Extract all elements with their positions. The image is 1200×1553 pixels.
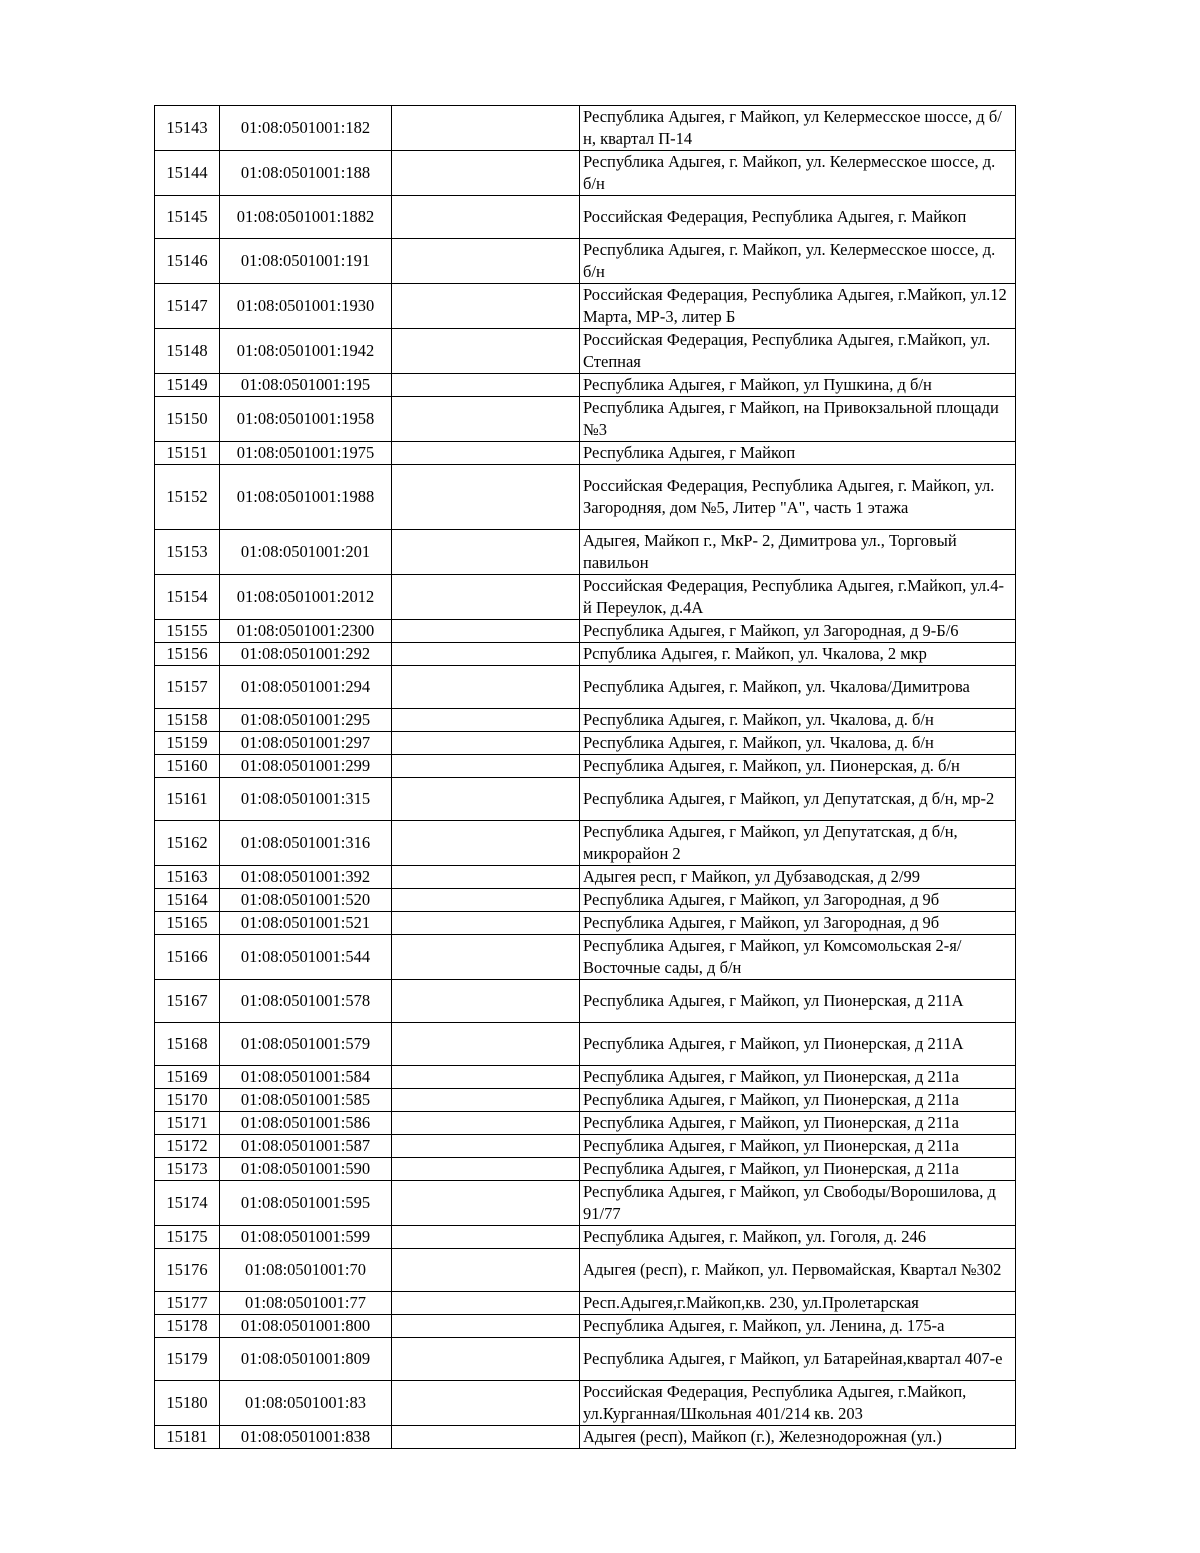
table-row <box>155 329 1016 374</box>
empty-cell <box>392 397 580 442</box>
empty-cell <box>392 1089 580 1112</box>
cadastral-number-cell: 01:08:0501001:392 <box>220 866 392 889</box>
table-row <box>155 1023 1016 1066</box>
address-cell: Республика Адыгея, г Майкоп, ул Пушкина, д б/н <box>580 374 1016 397</box>
table-row <box>155 575 1016 620</box>
row-number-cell: 15164 <box>155 889 220 912</box>
table-row <box>155 980 1016 1023</box>
row-number-cell: 15144 <box>155 151 220 196</box>
cadastral-number-cell: 01:08:0501001:316 <box>220 821 392 866</box>
address-cell: Российская Федерация, Республика Адыгея, г.Майкоп, ул.12 Марта, МР-3, литер Б <box>580 284 1016 329</box>
row-number-cell: 15172 <box>155 1135 220 1158</box>
address-cell: Республика Адыгея, г. Майкоп, ул. Чкалова/Димитрова <box>580 666 1016 709</box>
table-row <box>155 821 1016 866</box>
cadastral-number-cell: 01:08:0501001:595 <box>220 1181 392 1226</box>
address-cell: Республика Адыгея, г Майкоп, ул Батарейная,квартал 407-е <box>580 1338 1016 1381</box>
cadastral-number-cell: 01:08:0501001:578 <box>220 980 392 1023</box>
table-row <box>155 889 1016 912</box>
table-row <box>155 1249 1016 1292</box>
cadastral-number-cell: 01:08:0501001:77 <box>220 1292 392 1315</box>
row-number-cell: 15176 <box>155 1249 220 1292</box>
cadastral-number-cell: 01:08:0501001:1988 <box>220 465 392 530</box>
address-cell: Респ.Адыгея,г.Майкоп,кв. 230, ул.Пролетарская <box>580 1292 1016 1315</box>
cadastral-number-cell: 01:08:0501001:587 <box>220 1135 392 1158</box>
table-row <box>155 755 1016 778</box>
empty-cell <box>392 1135 580 1158</box>
table-row <box>155 465 1016 530</box>
cadastral-number-cell: 01:08:0501001:586 <box>220 1112 392 1135</box>
table-row <box>155 397 1016 442</box>
empty-cell <box>392 1226 580 1249</box>
empty-cell <box>392 329 580 374</box>
empty-cell <box>392 866 580 889</box>
empty-cell <box>392 1112 580 1135</box>
cadastral-number-cell: 01:08:0501001:584 <box>220 1066 392 1089</box>
row-number-cell: 15151 <box>155 442 220 465</box>
address-cell: Республика Адыгея, г. Майкоп, ул. Ленина, д. 175-а <box>580 1315 1016 1338</box>
table-row <box>155 778 1016 821</box>
address-cell: Республика Адыгея, г. Майкоп, ул. Чкалова, д. б/н <box>580 709 1016 732</box>
row-number-cell: 15153 <box>155 530 220 575</box>
cadastral-number-cell: 01:08:0501001:295 <box>220 709 392 732</box>
empty-cell <box>392 530 580 575</box>
address-cell: Российская Федерация, Республика Адыгея, г. Майкоп <box>580 196 1016 239</box>
empty-cell <box>392 465 580 530</box>
empty-cell <box>392 666 580 709</box>
row-number-cell: 15154 <box>155 575 220 620</box>
empty-cell <box>392 755 580 778</box>
table-row <box>155 442 1016 465</box>
cadastral-number-cell: 01:08:0501001:590 <box>220 1158 392 1181</box>
empty-cell <box>392 620 580 643</box>
cadastral-number-cell: 01:08:0501001:838 <box>220 1426 392 1449</box>
row-number-cell: 15158 <box>155 709 220 732</box>
table-row <box>155 732 1016 755</box>
row-number-cell: 15155 <box>155 620 220 643</box>
empty-cell <box>392 1338 580 1381</box>
empty-cell <box>392 239 580 284</box>
cadastral-number-cell: 01:08:0501001:521 <box>220 912 392 935</box>
cadastral-number-cell: 01:08:0501001:1930 <box>220 284 392 329</box>
cadastral-number-cell: 01:08:0501001:599 <box>220 1226 392 1249</box>
row-number-cell: 15146 <box>155 239 220 284</box>
table-row <box>155 196 1016 239</box>
row-number-cell: 15159 <box>155 732 220 755</box>
row-number-cell: 15163 <box>155 866 220 889</box>
row-number-cell: 15179 <box>155 1338 220 1381</box>
table-row <box>155 935 1016 980</box>
empty-cell <box>392 1315 580 1338</box>
cadastral-number-cell: 01:08:0501001:1882 <box>220 196 392 239</box>
table-row <box>155 239 1016 284</box>
row-number-cell: 15167 <box>155 980 220 1023</box>
table-row <box>155 1112 1016 1135</box>
empty-cell <box>392 575 580 620</box>
row-number-cell: 15156 <box>155 643 220 666</box>
table-row <box>155 151 1016 196</box>
address-cell: Республика Адыгея, г Майкоп, ул Пионерская, д 211а <box>580 1158 1016 1181</box>
empty-cell <box>392 643 580 666</box>
cadastral-number-cell: 01:08:0501001:188 <box>220 151 392 196</box>
cadastral-number-cell: 01:08:0501001:2012 <box>220 575 392 620</box>
address-cell: Республика Адыгея, г Майкоп, на Привокзальной площади №3 <box>580 397 1016 442</box>
row-number-cell: 15166 <box>155 935 220 980</box>
address-cell: Рспублика Адыгея, г. Майкоп, ул. Чкалова, 2 мкр <box>580 643 1016 666</box>
row-number-cell: 15171 <box>155 1112 220 1135</box>
address-cell: Российская Федерация, Республика Адыгея, г.Майкоп, ул.Курганная/Школьная 401/214 кв. 203 <box>580 1381 1016 1426</box>
row-number-cell: 15180 <box>155 1381 220 1426</box>
table-row <box>155 1338 1016 1381</box>
cadastral-number-cell: 01:08:0501001:1975 <box>220 442 392 465</box>
table-row <box>155 866 1016 889</box>
table-body <box>155 106 1016 1449</box>
empty-cell <box>392 106 580 151</box>
cadastral-number-cell: 01:08:0501001:1942 <box>220 329 392 374</box>
address-cell: Адыгея (респ), г. Майкоп, ул. Первомайская, Квартал №302 <box>580 1249 1016 1292</box>
address-cell: Республика Адыгея, г Майкоп, ул Загородная, д 9б <box>580 889 1016 912</box>
cadastral-number-cell: 01:08:0501001:191 <box>220 239 392 284</box>
empty-cell <box>392 778 580 821</box>
empty-cell <box>392 709 580 732</box>
row-number-cell: 15165 <box>155 912 220 935</box>
cadastral-number-cell: 01:08:0501001:299 <box>220 755 392 778</box>
table-row <box>155 643 1016 666</box>
empty-cell <box>392 1249 580 1292</box>
cadastral-number-cell: 01:08:0501001:315 <box>220 778 392 821</box>
table-row <box>155 1158 1016 1181</box>
cadastral-number-cell: 01:08:0501001:1958 <box>220 397 392 442</box>
table-row <box>155 1381 1016 1426</box>
address-cell: Российская Федерация, Республика Адыгея, г. Майкоп, ул. Загородняя, дом №5, Литер "А", часть 1 этажа <box>580 465 1016 530</box>
row-number-cell: 15150 <box>155 397 220 442</box>
table-row <box>155 284 1016 329</box>
cadastral-number-cell: 01:08:0501001:195 <box>220 374 392 397</box>
address-cell: Республика Адыгея, г Майкоп, ул Загородная, д 9б <box>580 912 1016 935</box>
empty-cell <box>392 1426 580 1449</box>
table-row <box>155 912 1016 935</box>
cadastral-number-cell: 01:08:0501001:520 <box>220 889 392 912</box>
row-number-cell: 15177 <box>155 1292 220 1315</box>
row-number-cell: 15170 <box>155 1089 220 1112</box>
row-number-cell: 15173 <box>155 1158 220 1181</box>
empty-cell <box>392 196 580 239</box>
address-table <box>154 105 1016 1449</box>
table-row <box>155 1426 1016 1449</box>
empty-cell <box>392 821 580 866</box>
address-cell: Республика Адыгея, г Майкоп <box>580 442 1016 465</box>
address-cell: Адыгея респ, г Майкоп, ул Дубзаводская, д 2/99 <box>580 866 1016 889</box>
table-row <box>155 666 1016 709</box>
cadastral-number-cell: 01:08:0501001:294 <box>220 666 392 709</box>
cadastral-number-cell: 01:08:0501001:201 <box>220 530 392 575</box>
empty-cell <box>392 1158 580 1181</box>
table-row <box>155 374 1016 397</box>
empty-cell <box>392 284 580 329</box>
empty-cell <box>392 374 580 397</box>
address-cell: Республика Адыгея, г. Майкоп, ул. Чкалова, д. б/н <box>580 732 1016 755</box>
empty-cell <box>392 1381 580 1426</box>
row-number-cell: 15168 <box>155 1023 220 1066</box>
row-number-cell: 15143 <box>155 106 220 151</box>
cadastral-number-cell: 01:08:0501001:297 <box>220 732 392 755</box>
row-number-cell: 15148 <box>155 329 220 374</box>
cadastral-number-cell: 01:08:0501001:800 <box>220 1315 392 1338</box>
cadastral-number-cell: 01:08:0501001:2300 <box>220 620 392 643</box>
address-cell: Адыгея, Майкоп г., МкР- 2, Димитрова ул., Торговый павильон <box>580 530 1016 575</box>
address-cell: Республика Адыгея, г. Майкоп, ул. Пионерская, д. б/н <box>580 755 1016 778</box>
address-cell: Республика Адыгея, г. Майкоп, ул. Гоголя, д. 246 <box>580 1226 1016 1249</box>
cadastral-number-cell: 01:08:0501001:182 <box>220 106 392 151</box>
empty-cell <box>392 151 580 196</box>
cadastral-number-cell: 01:08:0501001:585 <box>220 1089 392 1112</box>
address-cell: Республика Адыгея, г Майкоп, ул Загородная, д 9-Б/6 <box>580 620 1016 643</box>
address-cell: Республика Адыгея, г. Майкоп, ул. Келермесское шоссе, д. б/н <box>580 151 1016 196</box>
address-cell: Адыгея (респ), Майкоп (г.), Железнодорожная (ул.) <box>580 1426 1016 1449</box>
table-row <box>155 530 1016 575</box>
table-row <box>155 709 1016 732</box>
empty-cell <box>392 1023 580 1066</box>
cadastral-number-cell: 01:08:0501001:579 <box>220 1023 392 1066</box>
address-cell: Российская Федерация, Республика Адыгея, г.Майкоп, ул.4-й Переулок, д.4А <box>580 575 1016 620</box>
row-number-cell: 15162 <box>155 821 220 866</box>
row-number-cell: 15147 <box>155 284 220 329</box>
row-number-cell: 15175 <box>155 1226 220 1249</box>
row-number-cell: 15178 <box>155 1315 220 1338</box>
table-row <box>155 1181 1016 1226</box>
table-row <box>155 106 1016 151</box>
address-cell: Республика Адыгея, г Майкоп, ул Келермесское шоссе, д б/н, квартал П-14 <box>580 106 1016 151</box>
row-number-cell: 15145 <box>155 196 220 239</box>
empty-cell <box>392 912 580 935</box>
table-row <box>155 1315 1016 1338</box>
address-cell: Республика Адыгея, г Майкоп, ул Пионерская, д 211а <box>580 1066 1016 1089</box>
address-cell: Республика Адыгея, г. Майкоп, ул. Келермесское шоссе, д. б/н <box>580 239 1016 284</box>
address-cell: Республика Адыгея, г Майкоп, ул Пионерская, д 211а <box>580 1089 1016 1112</box>
empty-cell <box>392 732 580 755</box>
row-number-cell: 15152 <box>155 465 220 530</box>
table-row <box>155 1066 1016 1089</box>
address-cell: Республика Адыгея, г Майкоп, ул Пионерская, д 211а <box>580 1112 1016 1135</box>
address-cell: Республика Адыгея, г Майкоп, ул Депутатская, д б/н, мр-2 <box>580 778 1016 821</box>
address-cell: Российская Федерация, Республика Адыгея, г.Майкоп, ул. Степная <box>580 329 1016 374</box>
empty-cell <box>392 1066 580 1089</box>
address-cell: Республика Адыгея, г Майкоп, ул Комсомольская 2-я/Восточные сады, д б/н <box>580 935 1016 980</box>
empty-cell <box>392 889 580 912</box>
cadastral-number-cell: 01:08:0501001:544 <box>220 935 392 980</box>
address-cell: Республика Адыгея, г Майкоп, ул Пионерская, д 211а <box>580 1135 1016 1158</box>
row-number-cell: 15161 <box>155 778 220 821</box>
cadastral-number-cell: 01:08:0501001:83 <box>220 1381 392 1426</box>
empty-cell <box>392 1181 580 1226</box>
address-cell: Республика Адыгея, г Майкоп, ул Свободы/Ворошилова, д 91/77 <box>580 1181 1016 1226</box>
row-number-cell: 15174 <box>155 1181 220 1226</box>
table-row <box>155 1089 1016 1112</box>
cadastral-number-cell: 01:08:0501001:809 <box>220 1338 392 1381</box>
empty-cell <box>392 442 580 465</box>
address-cell: Республика Адыгея, г Майкоп, ул Пионерская, д 211А <box>580 980 1016 1023</box>
row-number-cell: 15169 <box>155 1066 220 1089</box>
table-row <box>155 620 1016 643</box>
empty-cell <box>392 1292 580 1315</box>
cadastral-number-cell: 01:08:0501001:70 <box>220 1249 392 1292</box>
row-number-cell: 15181 <box>155 1426 220 1449</box>
empty-cell <box>392 935 580 980</box>
row-number-cell: 15157 <box>155 666 220 709</box>
empty-cell <box>392 980 580 1023</box>
address-cell: Республика Адыгея, г Майкоп, ул Депутатская, д б/н, микрорайон 2 <box>580 821 1016 866</box>
address-cell: Республика Адыгея, г Майкоп, ул Пионерская, д 211А <box>580 1023 1016 1066</box>
table-row <box>155 1292 1016 1315</box>
table-row <box>155 1226 1016 1249</box>
row-number-cell: 15160 <box>155 755 220 778</box>
table-row <box>155 1135 1016 1158</box>
cadastral-number-cell: 01:08:0501001:292 <box>220 643 392 666</box>
row-number-cell: 15149 <box>155 374 220 397</box>
